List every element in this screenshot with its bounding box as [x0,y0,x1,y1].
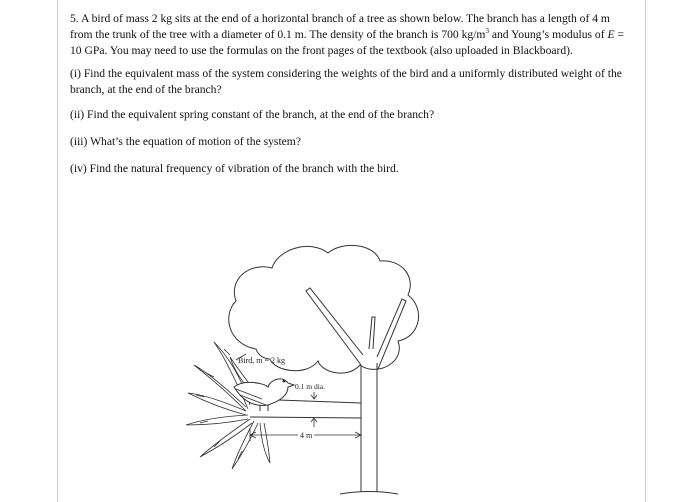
diameter-label: 0.1 m dia. [295,382,325,391]
bird-icon [234,379,294,411]
question-1: (i) Find the equivalent mass of the system considering the weights of the bird and a uniformly distributed weight of the branch, at the end of the branch? [70,66,622,96]
tree-figure [170,237,430,502]
tree-trunk [361,363,377,492]
length-label: 4 m [300,431,313,440]
bird-label: Bird, m = 2 kg [238,356,285,365]
question-4: (iv) Find the natural frequency of vibration of the branch with the bird. [70,162,399,176]
intro-superscript: 3 [485,27,489,36]
intro-part-c: = 10 GPa. You may need to use the formulas on the front pages of the textbook (also uploaded in Blackboard). [70,28,625,58]
problem-statement [70,11,630,60]
tree-canopy [229,245,419,373]
problem-text [70,11,630,178]
inner-branch-left [306,288,363,365]
inner-branch-right [377,299,406,369]
intro-part-b: and Young’s modulus of [491,28,608,42]
inner-branch-mid [369,317,375,349]
question-3: (iii) What’s the equation of motion of the system? [70,135,301,149]
page-edge-left [57,0,58,502]
diameter-arrow-bottom [311,418,317,427]
youngs-modulus-symbol: E [607,28,615,42]
page-edge-right [645,0,646,502]
diameter-arrow-top [311,392,317,399]
question-2: (ii) Find the equivalent spring constant of the branch, at the end of the branch? [70,108,435,122]
ground-line [340,492,398,495]
intro-part-a: 5. A bird of mass 2 kg sits at the end of a horizontal branch of a tree as shown below. The branch has a length of 4 m from the trunk of the tree with a diameter of 0.1 m. The density of the branch is 700 kg/m [70,12,610,42]
